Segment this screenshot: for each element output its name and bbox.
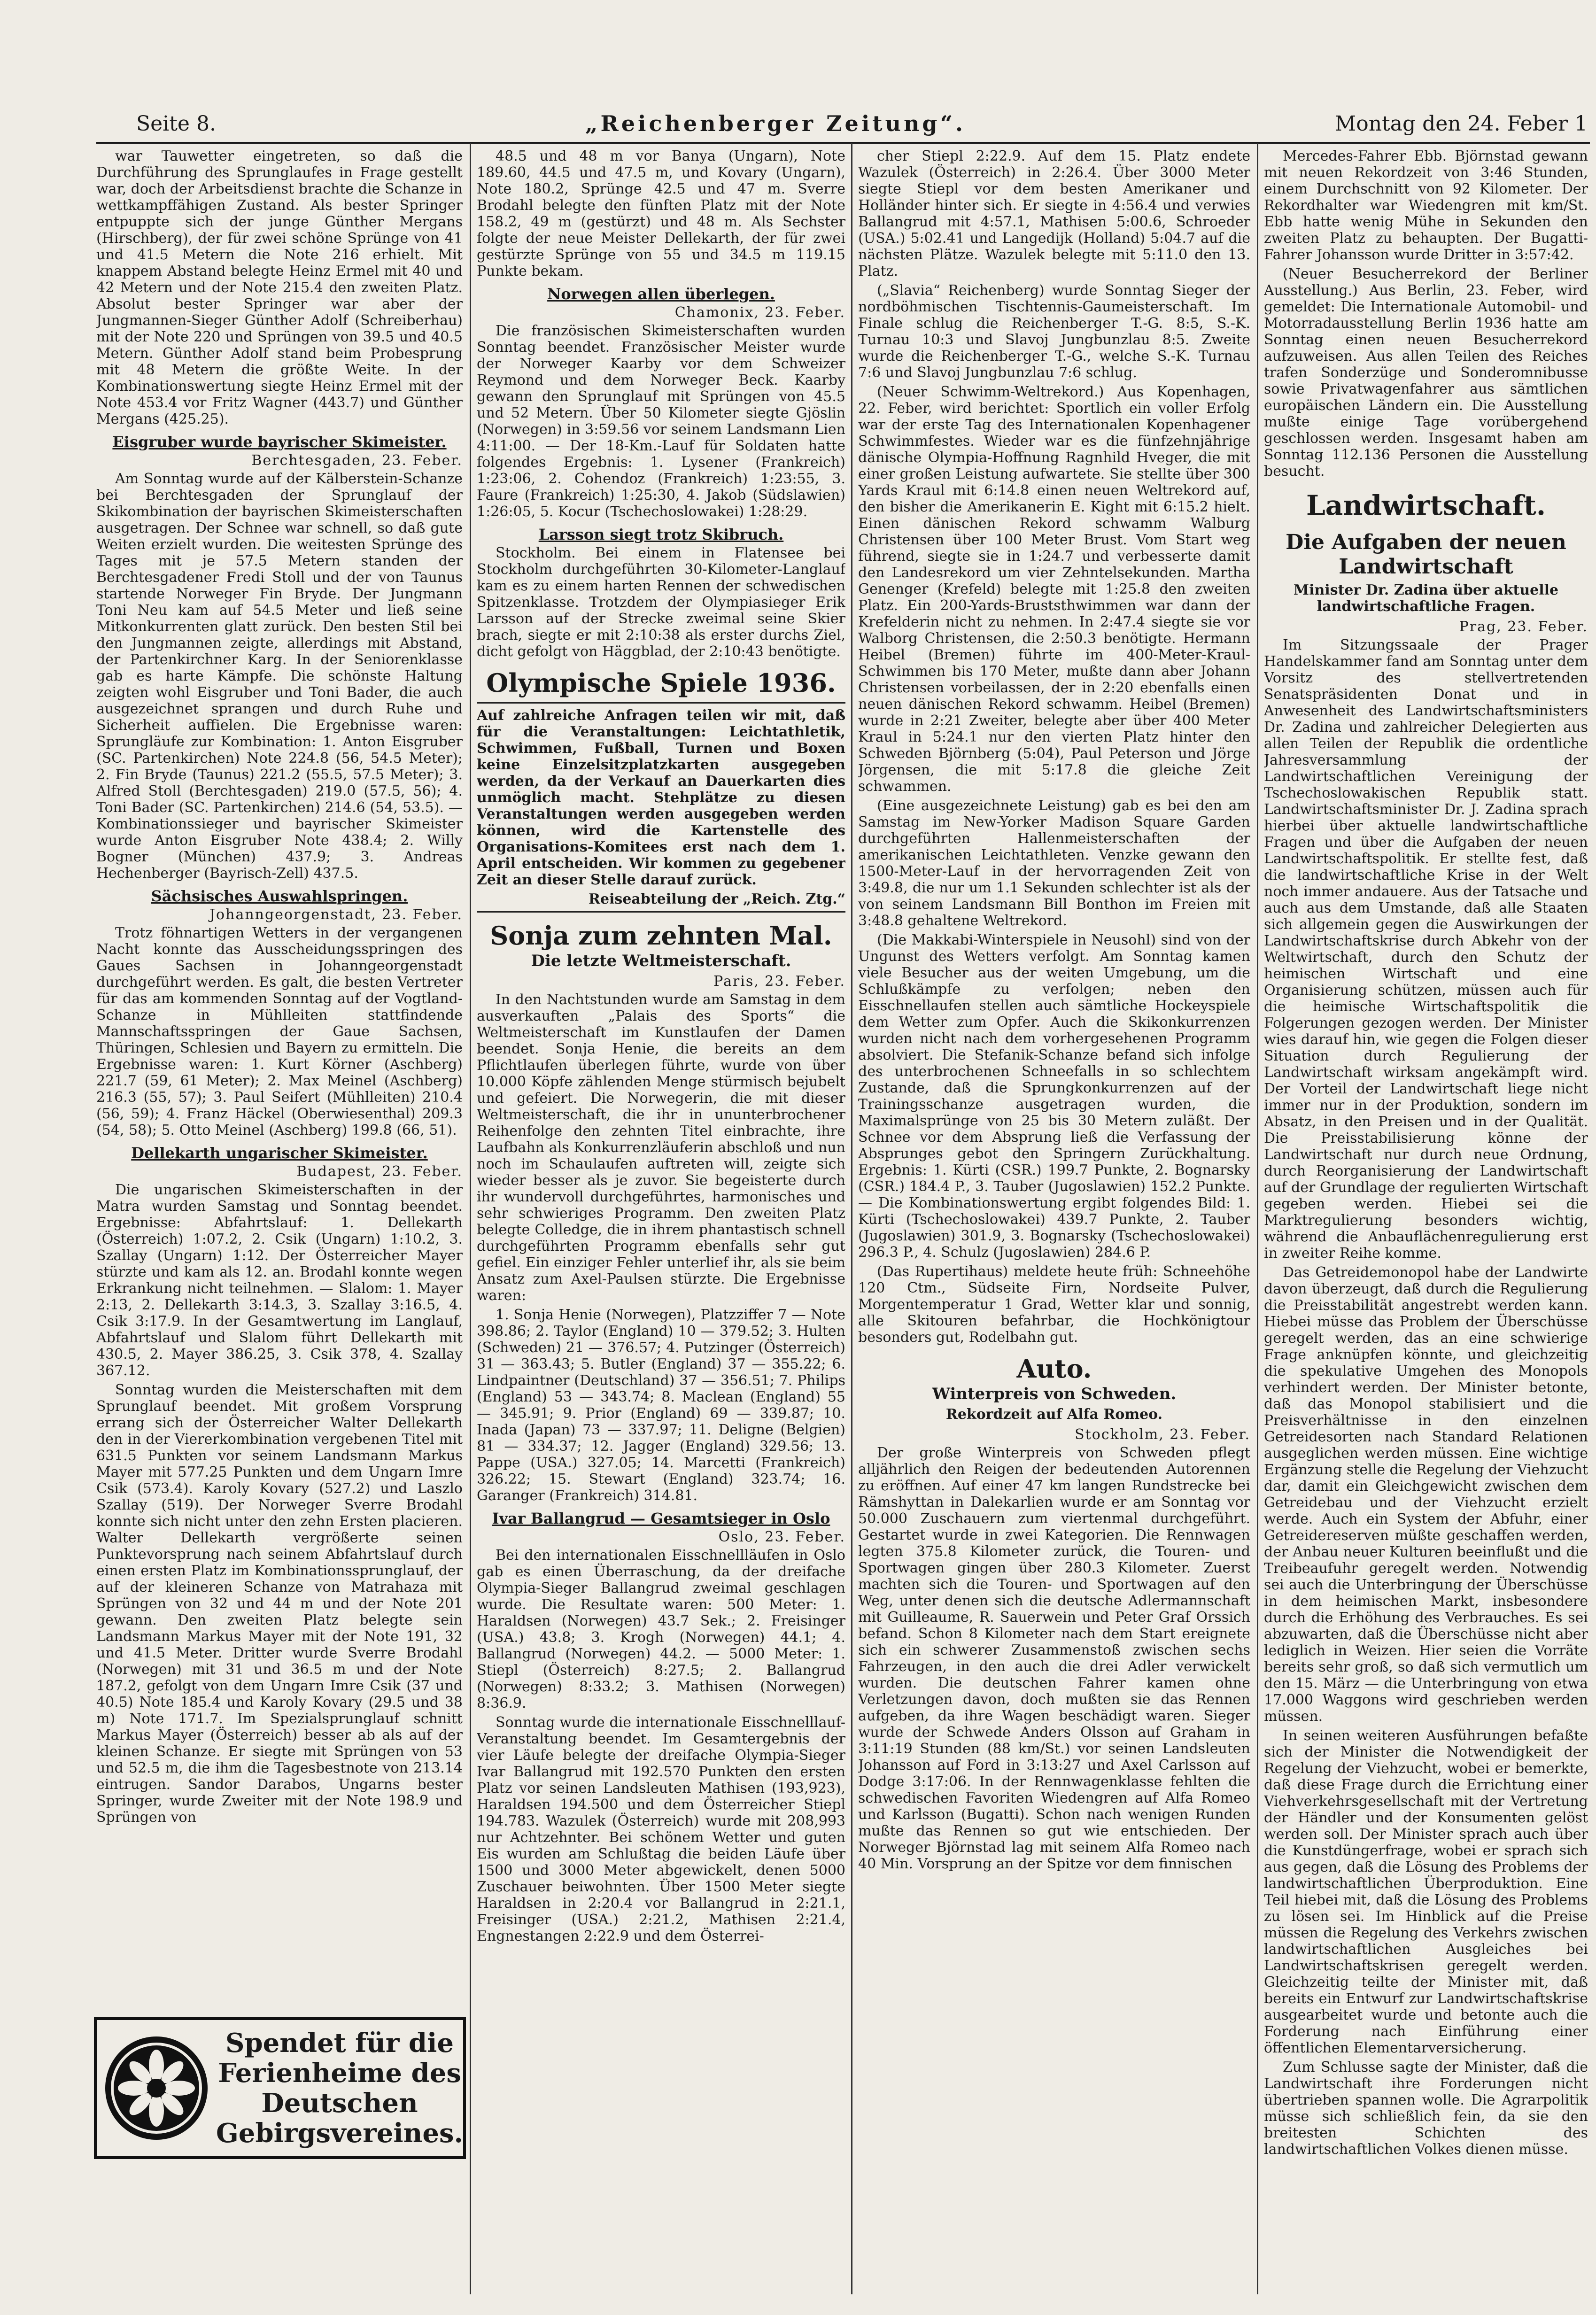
article-headline: Die Aufgaben der neuen Landwirtschaft [1286,530,1566,579]
article-subheadline: Rekordzeit auf Alfa Romeo. [945,1406,1163,1423]
paper-title: „Reichenberger Zeitung“. [585,111,966,136]
article-text: In seinen weiteren Ausführungen befaßte sich der Minister die Notwendigkeit der Regelung der Viehzucht, wobei er bemerkte, daß diese Frage durch die Errichtung einer Viehverkehrsgesellschaft mit der Vertretung der Händler und der Konsumenten gelöst werden soll. Der Minister sprach auch über die Kunstdüngerfrage, wobei er sprach sich aus gegen, daß die Lösung des Problems der landwirtschaftlichen Überproduktion. Eine Teil hiebei mit, daß die Lösung des Problems zu lösen sei. Im Hinblick auf die Preise müssen die Regelung des Verkehrs zwischen landwirtschaftlichen Ausgleiches bei Landwirtschaftskrisen geregelt werden. Gleichzeitig teilte der Minister mit, daß bereits ein Entwurf zur Landwirtschaftskrise ausgearbeitet wurde und betonte auch die Forderung nach Einführung einer öffentlichen Elementarversicherung. [1264,1727,1588,2056]
article-text: war Tauwetter eingetreten, so daß die Durchführung des Sprunglaufes in Frage gestellt war, doch der Arbeitsdienst brachte die Schanze in wettkampffähigen Zustand. Als bester Springer entpuppte sich der junge Günther Mergans (Hirschberg), der für zwei schöne Sprünge von 41 und 41.5 Metern die Note 216 erhielt. Mit knappem Abstand belegte Heinz Ermel mit 40 und 42 Metern und der Note 215.4 den zweiten Platz. Absolut bester Springer war aber der Jungmannen-Sieger Günther Adolf (Schreiberhau) mit der Note 220 und Sprüngen von 39.5 und 40.5 Metern. Günther Adolf stand beim Probesprung mit 48 Metern die größte Weite. In der Kombinationswertung siegte Heinz Ermel mit der Note 453.4 vor Fritz Wagner (443.7) und Günther Mergans (425.25). [96,148,463,427]
page-number: Seite 8. [136,111,216,136]
dateline: Berchtesgaden, 23. Feber. [251,452,463,469]
dateline: Prag, 23. Feber. [1459,619,1588,635]
issue-date: Montag den 24. Feber 1 [1335,111,1588,136]
article-text: (Neuer Besucherrekord der Berliner Ausstellung.) Aus Berlin, 23. Feber, wird gemeldet: Die Internationale Automobil- und Motorradausstellung Berlin 1936 hatte am Sonntag einen neuen Besucherrekord aufzuweisen. Aus allen Teilen des Reiches trafen Sonderzüge und Sonderomnibusse sowie Privatwagenfahrer aus sämtlichen europäischen Ländern ein. Die Ausstellung mußte einige Tage vorübergehend geschlossen werden. Insgesamt haben am Sonntag 112.136 Personen die Ausstellung besucht. [1264,266,1588,480]
article-subheadline: Minister Dr. Zadina über aktuelle landwirtschaftliche Fragen. [1293,582,1559,615]
notice-signature: Reiseabteilung der „Reich. Ztg.“ [589,891,845,907]
column-4 [1264,148,1588,2290]
dateline: Oslo, 23. Feber. [718,1529,845,1545]
advertisement-text: Spendet für die Ferienheime des Deutschen Gebirgsvereines. [216,2028,463,2149]
column-divider [1257,143,1258,2294]
article-text: (Neuer Schwimm-Weltrekord.) Aus Kopenhagen, 22. Feber, wird berichtet: Sportlich ein voller Erfolg war der erste Tag des Internationalen Kopenhagener Schwimmfestes. Wieder war es die fünfzehnjährige dänische Olympia-Hoffnung Ragnhild Hveger, die mit einer großen Leistung aufwartete. Sie stellte über 300 Yards Kraul mit 6:14.8 einen neuen Weltrekord auf, den bisher die Amerikanerin E. Kight mit 6:15.2 hielt. Einen dänischen Rekord schwamm Walburg Christensen über 100 Meter Brust. Vom Start weg führend, siegte sie in 1:24.7 und verbesserte damit den Landesrekord um vier Zehntelsekunden. Martha Genenger (Krefeld) belegte mit 1:25.8 den zweiten Platz. Ein 200-Yards-Bruststhwimmen war dann der Krefelderin nicht zu nehmen. In 2:47.4 siegte sie vor Walborg Christensen, die 2:50.3 benötigte. Hermann Heibel (Bremen) führte im 400-Meter-Kraul-Schwimmen bis 170 Meter, mußte dann aber Johann Christensen vorbeilassen, der in 2:20 ebenfalls einen neuen dänischen Rekord schwamm. Heibel (Bremen) wurde in 2:21 Zweiter, belegte aber über 400 Meter Kraul in 5:24.1 nur den vierten Platz hinter den Schweden Björnberg (5:04), Paul Peterson und Jörge Jörgensen, die mit 5:17.8 die gleiche Zeit schwammen. [858,384,1250,795]
article-text: Sonntag wurden die Meisterschaften mit dem Sprunglauf beendet. Mit großem Vorsprung errang sich der Österreicher Walter Dellekarth den in der Viererkombination vergebenen Titel mit 631.5 Punkten vor seinem Landsmann Markus Mayer mit 577.25 Punkten und dem Ungarn Imre Csik (573.4). Karoly Kovary (527.2) und Laszlo Szallay (519). Der Norweger Sverre Brodahl konnte sich nicht unter den zehn Ersten placieren. Walter Dellekarth vergrößerte seinen Punktevorsprung nach seinem Abfahrtslauf durch einen ersten Platz im Kombinationssprunglauf, der auf der kleineren Schanze von Matrahaza mit Sprüngen von 32 und 44 m und der Note 201 gewann. Den zweiten Platz belegte sein Landsmann Markus Mayer mit der Note 191, 32 und 41.5 Meter. Dritter wurde Sverre Brodahl (Norwegen) mit 31 und 36.5 m und der Note 187.2, gefolgt von dem Ungarn Imre Csik (37 und 40.5) Note 185.4 und Karoly Kovary (29.5 und 38 m) Note 171.7. Im Spezialsprunglauf schnitt Markus Mayer (Österreich) besser ab als auf der kleinen Schanze. Er siegte mit Sprüngen von 53 und 52.5 m, die ihm die Tagesbestnote von 213.14 eintrugen. Sandor Darabos, Ungarns bester Springer, wurde Zweiter mit der Note 198.9 und Sprüngen von [96,1382,463,1826]
dateline: Stockholm, 23. Feber. [1075,1426,1250,1443]
page-header [136,107,1588,140]
article-text: (Eine ausgezeichnete Leistung) gab es bei den am Samstag im New-Yorker Madison Square Garden durchgeführten Hallenmeisterschaften der amerikanischen Leichtathleten. Venzke gewann den 1500-Meter-Lauf in der hervorragenden Zeit von 3:49.8, die nur um 1.1 Sekunden schlechter ist als der von seinem Landsmann Bill Bonthon im Freien mit 3:48.8 gehaltene Weltrekord. [858,797,1250,929]
dateline: Chamonix, 23. Feber. [674,304,845,321]
column-divider [470,143,471,2294]
section-headline: Auto. [1016,1354,1092,1384]
article-text: In den Nachtstunden wurde am Samstag in dem ausverkauften „Palais des Sports“ die Weltmeisterschaft im Kunstlaufen der Damen beendet. Sonja Henie, die bereits an dem Pflichtlaufen überlegen führte, wurde von über 10.000 Köpfe zählenden Menge stürmisch bejubelt und gefeiert. Die Norwegerin, die mit dieser Weltmeisterschaft, die ihr in ununterbrochener Reihenfolge den zehnten Titel einbrachte, ihre Laufbahn als Konkurrenzläuferin abschloß und nun noch im Schaulaufen auftreten will, zeigte sich wieder besser als je zuvor. Sie begeisterte durch ihr wundervoll durchgeführtes, harmonisches und sehr schwieriges Programm. Den zweiten Platz belegte Colledge, die in ihrem phantastisch schnell durchgeführten Programm ebenfalls sehr gut gefiel. Ein einziger Fehler unterlief ihr, als sie beim Ansatz zum Axel-Paulsen stürzte. Die Ergebnisse waren: [477,991,845,1304]
column-divider [851,143,852,2294]
article-text: Sonntag wurde die internationale Eisschnelllauf-Veranstaltung beendet. Im Gesamtergebnis der vier Läufe belegte der dreifache Olympia-Sieger Ivar Ballangrud mit 192.570 Punkten den ersten Platz vor seinen Landsleuten Mathisen (193,923), Haraldsen 194.500 und dem Österreicher Stiepl 194.783. Wazulek (Österreich) wurde mit 208,993 nur Achtzehnter. Bei schönem Wetter und guten Eis wurden am Schlußtag die beiden Läufe über 1500 und 3000 Meter abgewickelt, denen 5000 Zuschauer beiwohnten. Über 1500 Meter siegte Haraldsen in 2:20.4 vor Ballangrud in 2:21.1, Freisinger (USA.) 2:21.2, Mathisen 2:21.4, Engnestangen 2:22.9 und dem Österrei- [477,1714,845,1944]
section-headline: Landwirtschaft. [1306,489,1546,521]
dateline: Johanngeorgenstadt, 23. Feber. [209,906,463,923]
article-headline: Dellekarth ungarischer Skimeister. [131,1144,428,1162]
column-3 [858,148,1250,2290]
article-headline: Eisgruber wurde bayrischer Skimeister. [112,433,447,451]
header-rule [96,142,1590,144]
article-text: Trotz föhnartigen Wetters in der vergangenen Nacht konnte das Ausscheidungsspringen des Gaues Sachsen in Johanngeorgenstadt durchgeführt werden. Es galt, die besten Vertreter für das am kommenden Sonntag auf der Vogtland-Schanze in Mühlleiten stattfindende Mannschaftsspringen der Gaue Sachsen, Thüringen, Schlesien und Bayern zu ermitteln. Die Ergebnisse waren: 1. Kurt Körner (Aschberg) 221.7 (59, 61 Meter); 2. Max Meinel (Aschberg) 216.3 (55, 57); 3. Paul Seifert (Mühlleiten) 210.4 (56, 59); 4. Franz Häckel (Oberwiesenthal) 209.3 (54, 58); 5. Otto Meinel (Aschberg) 199.8 (66, 51). [96,925,463,1138]
article-text: cher Stiepl 2:22.9. Auf dem 15. Platz endete Wazulek (Österreich) in 2:26.4. Über 3000 Meter siegte Stiepl vor dem besten Amerikaner und Holländer hinter sich. Er siegte in 4:56.4 und verwies Ballangrud mit 4:57.1, Mathisen 5:00.6, Schroeder (USA.) 5:02.41 und Langedijk (Holland) 5:04.7 auf die nächsten Plätze. Wazulek belegte mit 5:11.0 den 13. Platz. [858,148,1250,279]
article-text: Im Sitzungssaale der Prager Handelskammer fand am Sonntag unter dem Vorsitz des stellvertretenden Senatspräsidenten Donat und in Anwesenheit des Landwirtschaftsministers Dr. Zadina und zahlreicher Delegierten aus allen Teilen der Republik die ordentliche Jahresversammlung der Landwirtschaftlichen Vereinigung der Tschechoslowakischen Republik statt. Landwirtschaftsminister Dr. J. Zadina sprach hierbei über aktuelle landwirtschaftliche Fragen und über die Aufgaben der neuen Landwirtschaftspolitik. Er stellte fest, daß die landwirtschaftliche Krise in der Welt noch immer andauere. Aus der Tatsache und auch aus dem Umstande, daß alle Staaten sich allgemein gegen die Auswirkungen der Landwirtschaftskrise durch Abkehr von der Weltwirtschaft, durch den Schutz der heimischen Wirtschaft und eine Organisierung schützen, müssen auch für die heimische Wirtschaftspolitik die Folgerungen gezogen werden. Der Minister wies darauf hin, wie gegen die Folgen dieser Situation durch Regulierung der Landwirtschaft wirksam angekämpft wird. Der Vorteil der Landwirtschaft liege nicht immer nur in der Produktion, sondern im Absatz, in den Preisen und in der Qualität. Die Preisstabilisierung könne der Landwirtschaft nur durch neue Ordnung, durch Reorganisierung der Landwirtschaft auf der Grundlage der regulierten Wirtschaft gegeben werden. Hiebei sei die Marktregulierung besonders wichtig, während die Anbauflächenregulierung erst in zweiter Reihe komme. [1264,637,1588,1262]
notice-box [477,702,845,913]
advertisement [94,2017,466,2159]
article-text: 1. Sonja Henie (Norwegen), Platzziffer 7 — Note 398.86; 2. Taylor (England) 10 — 379.52; 3. Hulten (Schweden) 21 — 376.57; 4. Putzinger (Österreich) 31 — 363.43; 5. Butler (England) 37 — 355.22; 6. Lindpaintner (Deutschland) 37 — 356.51; 7. Philips (England) 53 — 343.74; 8. Maclean (England) 55 — 345.91; 9. Prior (England) 69 — 339.87; 10. Inada (Japan) 73 — 337.97; 11. Deligne (Belgien) 81 — 334.37; 12. Jagger (England) 329.56; 13. Pappe (USA.) 327.05; 14. Marcetti (Frankreich) 326.22; 15. Stewart (England) 323.74; 16. Garanger (Frankreich) 314.81. [477,1307,845,1504]
article-headline: Sächsisches Auswahlspringen. [151,887,408,905]
article-text: (Das Rupertihaus) meldete heute früh: Schneehöhe 120 Ctm., Südseite Firn, Nordseite Pulver, Morgentemperatur 1 Grad, Wetter klar und sonnig, alle Skitouren befahrbar, die Hochkönigtour besonders gut, Rodelbahn gut. [858,1263,1250,1346]
article-text: Die französischen Skimeisterschaften wurden Sonntag beendet. Französischer Meister wurde der Norweger Kaarby vor dem Schweizer Reymond und dem Norweger Beck. Kaarby gewann den Sprunglauf mit Sprüngen von 45.5 und 52 Metern. Über 50 Kilometer siegte Gjöslin (Norwegen) in 3:59.56 vor seinem Landsmann Lien 4:11:00. — Der 18-Km.-Lauf für Soldaten hatte folgendes Ergebnis: 1. Lysener (Frankreich) 1:23:06, 2. Cohendoz (Frankreich) 1:23:55, 3. Faure (Frankreich) 1:25:30, 4. Jakob (Südslawien) 1:26:05, 5. Kocur (Tschechoslowakei) 1:28:29. [477,323,845,520]
article-text: Stockholm. Bei einem in Flatensee bei Stockholm durchgeführten 30-Kilometer-Langlauf kam es zu einem harten Rennen der schwedischen Spitzenklasse. Trotzdem der Olympiasieger Erik Larsson auf der Strecke zweimal seine Skier brach, siegte er mit 2:10:38 als erster durchs Ziel, dicht gefolgt von Häggblad, der 2:10:43 benötigte. [477,545,845,660]
article-text: Die ungarischen Skimeisterschaften in der Matra wurden Samstag und Sonntag beendet. Ergebnisse: Abfahrtslauf: 1. Dellekarth (Österreich) 1:07.2, 2. Csik (Ungarn) 1:10.2, 3. Szallay (Ungarn) 1:12. Der Österreicher Mayer stürzte und kam als 12. an. Brodahl konnte wegen Erkrankung nicht teilnehmen. — Slalom: 1. Mayer 2:13, 2. Dellekarth 3:14.3, 3. Szallay 3:16.5, 4. Csik 3:17.9. In der Gesamtwertung im Langlauf, Abfahrtslauf und Slalom führt Dellekarth mit 430.5, 2. Mayer 386.25, 3. Csik 378, 4. Szallay 367.12. [96,1182,463,1379]
edelweiss-emblem-icon [105,2036,208,2140]
article-headline: Norwegen allen überlegen. [547,285,775,303]
column-2 [477,148,845,2290]
notice-text: Auf zahlreiche Anfragen teilen wir mit, daß für die Veranstaltungen: Leichtathletik, Schwimmen, Fußball, Turnen und Boxen keine Einzelsitzplatzkarten ausgegeben werden, da der Verkauf an Dauerkarten dies unmöglich macht. Stehplätze zu diesen Veranstaltungen werden ausgegeben werden können, wird die Kartenstelle des Organisations-Komitees erst nach dem 1. April entscheiden. Wir kommen zu gegebener Zeit an dieser Stelle darauf zurück. [477,707,845,888]
article-subheadline: Die letzte Weltmeisterschaft. [531,952,791,970]
article-headline: Larsson siegt trotz Skibruch. [538,526,784,543]
article-headline: Sonja zum zehnten Mal. [490,921,832,951]
dateline: Budapest, 23. Feber. [296,1163,463,1180]
article-text: Der große Winterpreis von Schweden pflegt alljährlich den Reigen der bedeutenden Autorennen zu eröffnen. Auf einer 47 km langen Rundstrecke bei Rämshyttan in Dalekarlien wurde er am Sonntag vor 50.000 Zuschauern zum viertenmal durchgeführt. Gestartet wurde in zwei Kategorien. Die Rennwagen legten 375.8 Kilometer zurück, die Touren- und Sportwagen gingen über 280.3 Kilometer. Zuerst machten sich die Touren- und Sportwagen auf den Weg, unter denen sich die deutsche Adlermannschaft mit Guilleaume, R. Sauerwein und Peter Graf Orssich befand. Schon 8 Kilometer nach dem Start ereignete sich ein schwerer Zusammenstoß zwischen sechs Fahrzeugen, in den auch die drei Adler verwickelt wurden. Die deutschen Fahrer kamen ohne Verletzungen davon, doch mußten sie das Rennen aufgeben, da ihre Wagen beschädigt waren. Sieger wurde der Schwede Anders Olsson auf Graham in 3:11:19 Stunden (88 km/St.) vor seinen Landsleuten Johansson auf Ford in 3:13:27 und Axel Carlsson auf Dodge 3:17:06. In der Rennwagenklasse fehlten die schwedischen Favoriten Wiedengren auf Alfa Romeo und Karlsson (Bugatti). Schon nach wenigen Runden mußte das Rennen so gut wie entschieden. Der Norweger Björnstad lag mit seinem Alfa Romeo nach 40 Min. Vorsprung an der Spitze vor dem finnischen [858,1445,1250,1872]
article-text: Mercedes-Fahrer Ebb. Björnstad gewann mit neuen Rekordzeit von 3:46 Stunden, einem Durchschnitt von 92 Kilometer. Der Rekordhalter war Wiedengren mit km/St. Ebb hatte wenig Mühe in Sekunden den zweiten Platz zu behaupten. Der Bugatti-Fahrer Johansson wurde Dritter in 3:57:42. [1264,148,1588,263]
article-text: („Slavia“ Reichenberg) wurde Sonntag Sieger der nordböhmischen Tischtennis-Gaumeisterschaft. Im Finale schlug die Reichenberger T.-G. 8:5, S.-K. Turnau 10:3 und Slavoj Jungbunzlau 8:5. Zweite wurde die Reichenberger T.-G., welche S.-K. Turnau 7:6 und Slavoj Jungbunzlau 7:6 schlug. [858,282,1250,381]
article-text: (Die Makkabi-Winterspiele in Neusohl) sind von der Ungunst des Wetters verfolgt. Am Sonntag kamen viele Besucher aus der weiten Umgebung, um die Schlußkämpfe zu verfolgen; neben den Eisschnellaufen stellen auch sämtliche Hockeyspiele dem Wetter zum Opfer. Auch die Skikonkurrenzen wurden nicht nach dem vorhergesehenen Programm absolviert. Die Stefanik-Schanze befand sich infolge des unterbrochenen Schneefalls in so schlechtem Zustande, daß die Sprungkonkurrenzen auf der Trainingsschanze ausgetragen wurden, die Maximalsprünge von 25 bis 30 Metern zuläßt. Der Schnee vor dem Absprung ließ die Verfassung der Absprunges gebot den Springern Zurückhaltung. Ergebnis: 1. Kürti (CSR.) 199.7 Punkte, 2. Bognarsky (CSR.) 184.4 P., 3. Tauber (Jugoslawien) 152.2 Punkte. — Die Kombinationswertung ergibt folgendes Bild: 1. Kürti (Tschechoslowakei) 439.7 Punkte, 2. Tauber (Jugoslawien) 301.9, 3. Bognarsky (Tschechoslowakei) 296.3 P., 4. Schulz (Jugoslawien) 284.6 P. [858,932,1250,1261]
column-1 [96,148,463,2008]
article-text: Bei den internationalen Eisschnellläufen in Oslo gab es einen Überraschung, da der dreifache Olympia-Sieger Ballangrud zweimal geschlagen wurde. Die Resultate waren: 500 Meter: 1. Haraldsen (Norwegen) 43.7 Sek.; 2. Freisinger (USA.) 43.8; 3. Krogh (Norwegen) 44.1; 4. Ballangrud (Norwegen) 44.2. — 5000 Meter: 1. Stiepl (Österreich) 8:27.5; 2. Ballangrud (Norwegen) 8:33.2; 3. Mathisen (Norwegen) 8:36.9. [477,1547,845,1711]
section-headline: Olympische Spiele 1936. [486,668,836,698]
article-text: Am Sonntag wurde auf der Kälberstein-Schanze bei Berchtesgaden der Sprunglauf der Skikombination der bayrischen Skimeisterschaften ausgetragen. Der Schnee war schnell, so daß gute Weiten erzielt wurden. Die weitesten Sprünge des Tages mit je 57.5 Metern standen der Berchtesgadener Fredi Stoll und der von Taunus startende Norweger Fin Bryde. Der Jungmann Toni Neu kam auf 54.5 Meter und ließ seine Mitkonkurrenten glatt zurück. Den besten Stil bei den Jungmannen zeigte, allerdings mit Abstand, der Partenkirchner Karg. In der Seniorenklasse gab es harte Kämpfe. Die schönste Haltung zeigten wohl Eisgruber und Toni Bader, die auch ausgezeichnet sprangen und durch Ruhe und Sicherheit auffielen. Die Ergebnisse waren: Sprungläufe zur Kombination: 1. Anton Eisgruber (SC. Partenkirchen) Note 224.8 (56, 54.5 Meter); 2. Fin Bryde (Taunus) 221.2 (55.5, 57.5 Meter); 3. Alfred Stoll (Berchtesgaden) 219.0 (57.5, 56); 4. Toni Bader (SC. Partenkirchen) 214.6 (54, 53.5). — Kombinationssieger und bayrischer Skimeister wurde Anton Eisgruber Note 438.4; 2. Willy Bogner (München) 437.9; 3. Andreas Hechenberger (Bayrisch-Zell) 437.5. [96,471,463,882]
article-text: 48.5 und 48 m vor Banya (Ungarn), Note 189.60, 44.5 und 47.5 m, und Kovary (Ungarn), Note 180.2, Sprünge 42.5 und 47 m. Sverre Brodahl belegte den fünften Platz mit der Note 158.2, 49 m (gestürzt) und 48 m. Als Sechster folgte der neue Meister Dellekarth, der für zwei gestürzte Sprünge von 55 und 34.5 m 119.15 Punkte bekam. [477,148,845,279]
dateline: Paris, 23. Feber. [713,973,845,990]
article-headline: Winterpreis von Schweden. [932,1385,1177,1403]
article-headline: Ivar Ballangrud — Gesamtsieger in Oslo [492,1510,830,1527]
article-text: Zum Schlusse sagte der Minister, daß die Landwirtschaft ihre Forderungen nicht übertrieben spannen wolle. Die Agrarpolitik müsse sich schließlich fein, da sie den breitesten Schichten des landwirtschaftlichen Volkes dienen müsse. [1264,2059,1588,2158]
article-text: Das Getreidemonopol habe der Landwirte davon überzeugt, daß durch die Regulierung die Preisstabilität angestrebt werden kann. Hiebei müsse das Problem der Überschüsse geregelt werden, das an eine schwierige Frage anknüpfen könnte, und gleichzeitig die spekulative Umgehen des Monopols verhindert werden. Der Minister betonte, daß das Monopol stabilisiert und die Preisverhältnisse in den einzelnen Getreidesorten nach Standard Relationen ausgeglichen werden müssen. Eine wichtige Ergänzung stelle die Regelung der Viehzucht dar, damit ein Gleichgewicht zwischen dem Getreidebau und der Viehzucht erzielt werde. Auch ein System der Abfuhr, einer Getreidereserven müßte geschaffen werden, der Anbau neuer Kulturen beeinflußt und die Treibeaufuhr geregelt werden. Notwendig sei auch die Unterbringung der Überschüsse in dem heimischen Markt, insbesondere durch die Erhöhung des Verbrauches. Es sei abzuwarten, daß die Überschüsse nicht aber lediglich in Weizen. Hier seien die Vorräte bereits sehr groß, so daß sich vermutlich um den 15. März — die Unterbringung von etwa 17.000 Waggons wird geschrieben werden müssen. [1264,1264,1588,1725]
